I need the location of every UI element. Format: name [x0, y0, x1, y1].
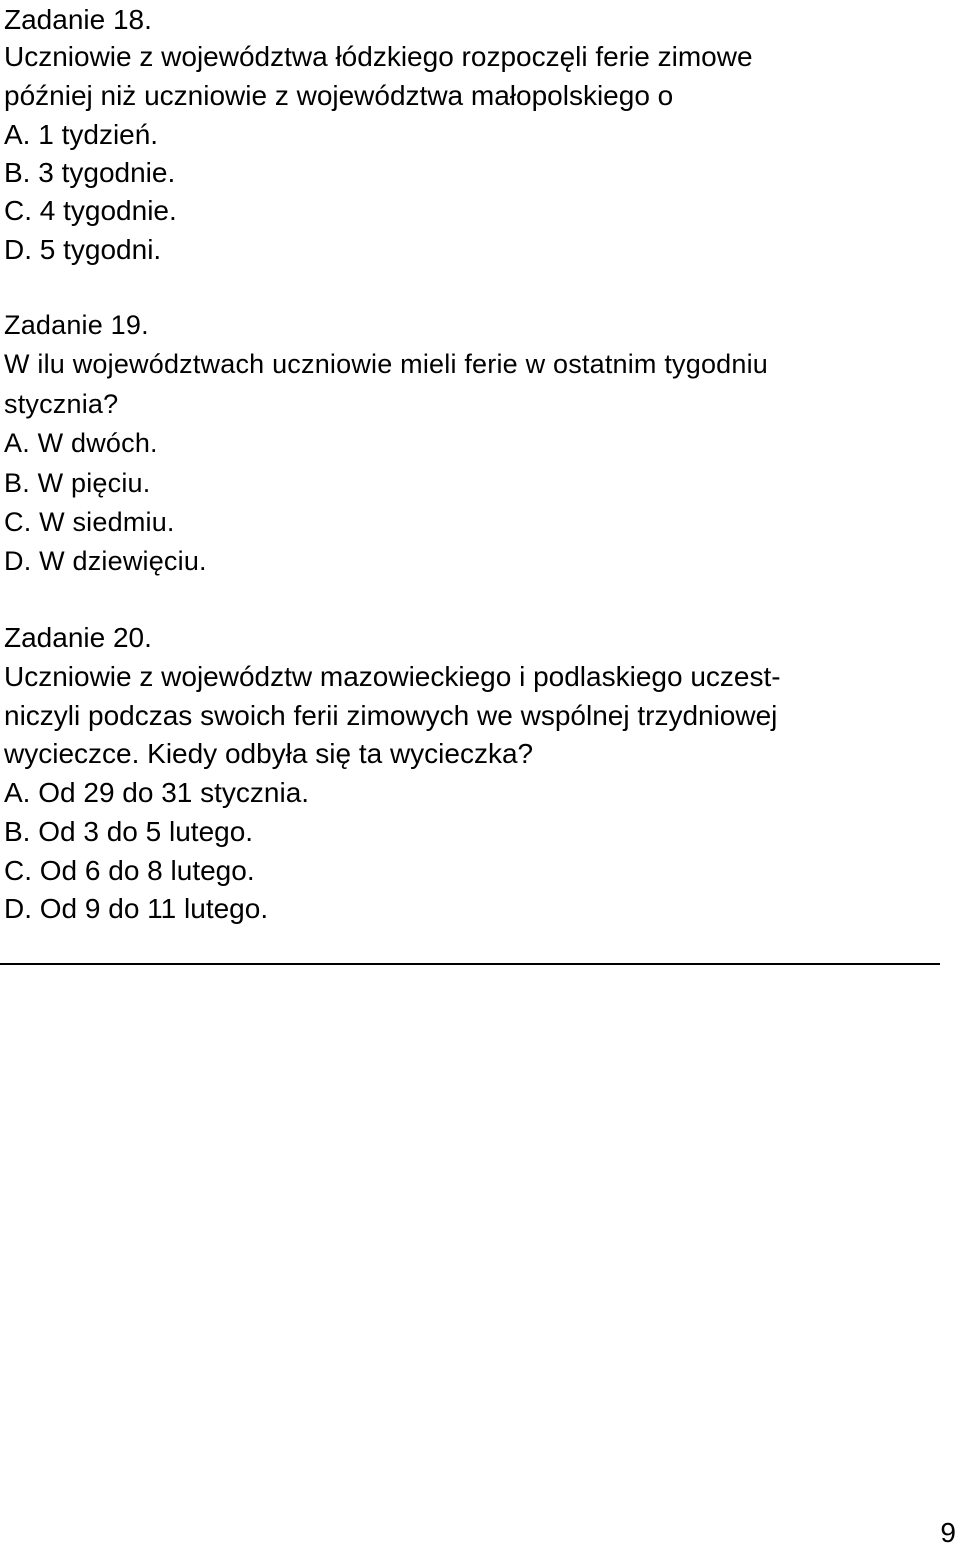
task20-question-line: niczyli podczas swoich ferii zimowych we wspólnej trzydniowej: [4, 700, 778, 731]
section-divider: [0, 963, 940, 965]
task18-heading: Zadanie 18.: [4, 4, 152, 35]
task20-option-c: C. Od 6 do 8 lutego.: [4, 855, 255, 886]
task18-question-line: Uczniowie z województwa łódzkiego rozpoczęli ferie zimowe: [4, 41, 753, 72]
task18-option-c: C. 4 tygodnie.: [4, 195, 177, 226]
task19-question-line: stycznia?: [4, 389, 119, 419]
page-number: 9: [940, 1517, 956, 1548]
task20-option-d: D. Od 9 do 11 lutego.: [4, 893, 269, 924]
task19-heading: Zadanie 19.: [4, 310, 149, 340]
task19-question-line: W ilu województwach uczniowie mieli ferie w ostatnim tygodniu: [4, 349, 769, 379]
task20-question-line: wycieczce. Kiedy odbyła się ta wycieczka?: [4, 738, 534, 769]
task20-option-a: A. Od 29 do 31 stycznia.: [4, 777, 310, 808]
task19-option-c: C. W siedmiu.: [4, 507, 175, 537]
task18-option-a: A. 1 tydzień.: [4, 119, 159, 150]
task19-option-b: B. W pięciu.: [4, 468, 151, 498]
task20-heading: Zadanie 20.: [4, 622, 152, 653]
task20-question-line: Uczniowie z województw mazowieckiego i podlaskiego uczest-: [4, 661, 781, 692]
task18-question-line: później niż uczniowie z województwa małopolskiego o: [4, 80, 674, 111]
task18-option-d: D. 5 tygodni.: [4, 234, 162, 265]
task19-option-d: D. W dziewięciu.: [4, 546, 207, 576]
task20-option-b: B. Od 3 do 5 lutego.: [4, 816, 254, 847]
task19-option-a: A. W dwóch.: [4, 428, 158, 458]
task18-option-b: B. 3 tygodnie.: [4, 157, 176, 188]
